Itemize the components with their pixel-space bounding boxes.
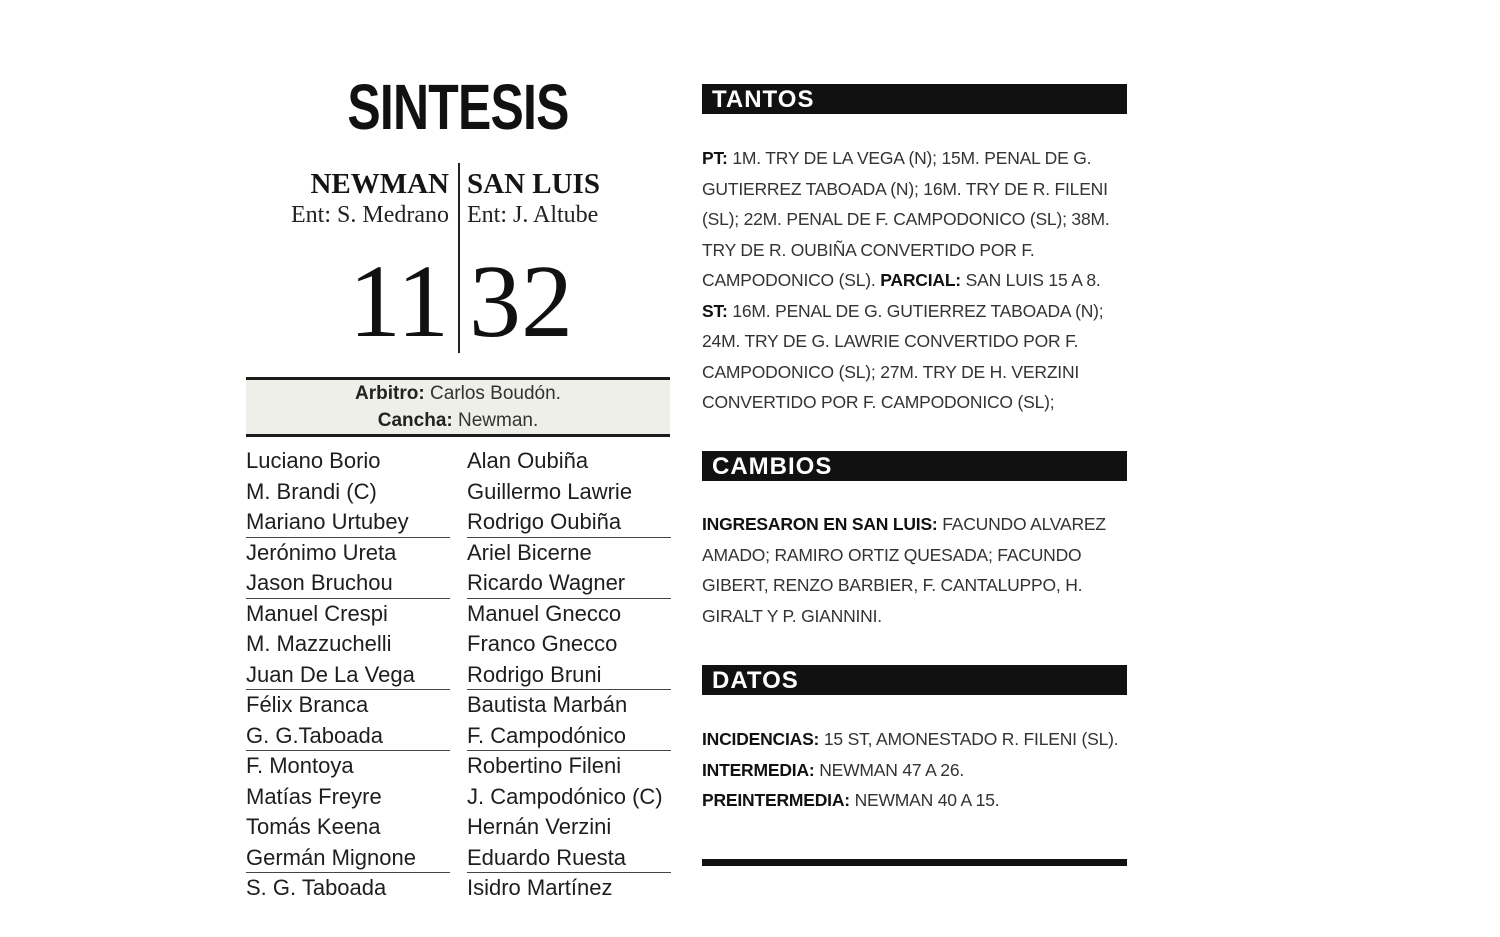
referee-line: [246, 380, 670, 407]
datos-heading: DATOS: [712, 667, 799, 694]
tantos-heading-bar: [702, 84, 1127, 114]
match-officials-box: [246, 377, 670, 437]
team-divider: [458, 163, 460, 353]
incidencias-label: INCIDENCIAS:: [702, 729, 820, 749]
roster-player: Eduardo Ruesta: [467, 843, 671, 874]
roster-player: Germán Mignone: [246, 843, 450, 874]
roster-player: Juan De La Vega: [246, 660, 450, 691]
st-text: 16M. PENAL DE G. GUTIERREZ TABOADA (N); 24M. TRY DE G. LAWRIE CONVERTIDO POR F. CAMPODONICO (SL); 27M. TRY DE H. VERZINI CONVERTIDO POR F. CAMPODONICO (SL);: [702, 300, 1104, 412]
home-team-score: 11: [348, 244, 449, 359]
roster-player: Luciano Borio: [246, 448, 381, 473]
cambios-heading-bar: [702, 451, 1127, 481]
roster-player: Isidro Martínez: [467, 875, 613, 900]
roster-player: Tomás Keena: [246, 814, 381, 839]
pt-text: 1M. TRY DE LA VEGA (N); 15M. PENAL DE G. GUTIERREZ TABOADA (N); 16M. TRY DE R. FILENI (SL); 22M. PENAL DE F. CAMPODONICO (SL); 38M. TRY DE R. OUBIÑA CONVERTIDO POR F. CAMPODONICO (SL).: [702, 148, 1110, 290]
roster-player: Rodrigo Oubiña: [467, 507, 671, 538]
home-team-name: NEWMAN: [310, 168, 449, 200]
roster-player: Félix Branca: [246, 692, 369, 717]
page-title: SINTESIS: [347, 71, 569, 143]
roster-player: Guillermo Lawrie: [467, 478, 633, 504]
cambios-heading: CAMBIOS: [712, 453, 833, 480]
preintermedia-label: PREINTERMEDIA:: [702, 790, 850, 810]
st-label: ST:: [702, 300, 728, 321]
roster-player: Manuel Crespi: [246, 600, 388, 626]
home-roster: [246, 446, 450, 904]
away-team-name: SAN LUIS: [467, 168, 600, 200]
preintermedia-line: [702, 785, 1127, 816]
tantos-text: [702, 143, 1127, 418]
parcial-text: SAN LUIS 15 A 8.: [965, 270, 1101, 290]
roster-player: Hernán Verzini: [467, 814, 612, 839]
away-roster: [467, 446, 671, 904]
pt-label: PT:: [702, 148, 728, 168]
roster-player: Jason Bruchou: [246, 568, 450, 599]
roster-player: Mariano Urtubey: [246, 507, 450, 538]
preintermedia-text: NEWMAN 40 A 15.: [854, 790, 1000, 810]
cambios-text: [702, 509, 1127, 631]
roster-player: Robertino Fileni: [467, 753, 622, 778]
roster-player: Bautista Marbán: [467, 692, 628, 717]
roster-player: Ricardo Wagner: [467, 568, 671, 599]
cambios-label: INGRESARON EN SAN LUIS:: [702, 514, 938, 534]
venue-line: [246, 407, 670, 434]
roster-player: M. Brandi (C): [246, 478, 377, 504]
incidencias-line: [702, 724, 1127, 755]
intermedia-line: [702, 755, 1127, 786]
roster-player: Alan Oubiña: [467, 448, 589, 473]
roster-player: Ariel Bicerne: [467, 539, 592, 565]
roster-player: F. Montoya: [246, 753, 354, 778]
intermedia-label: INTERMEDIA:: [702, 759, 815, 780]
venue-name: Newman.: [458, 410, 539, 431]
roster-player: M. Mazzuchelli: [246, 631, 392, 656]
referee-name: Carlos Boudón.: [429, 383, 561, 404]
roster-player: J. Campodónico (C): [467, 783, 663, 809]
roster-player: G. G.Taboada: [246, 721, 450, 752]
roster-player: Franco Gnecco: [467, 631, 618, 656]
datos-heading-bar: [702, 665, 1127, 695]
home-team-coach: Ent: S. Medrano: [291, 202, 449, 228]
incidencias-text: 15 ST, AMONESTADO R. FILENI (SL).: [823, 729, 1119, 749]
roster-player: F. Campodónico: [467, 721, 671, 752]
roster-player: S. G. Taboada: [246, 875, 387, 900]
tantos-heading: TANTOS: [712, 86, 815, 113]
bottom-rule: [702, 859, 1127, 866]
roster-player: Matías Freyre: [246, 783, 382, 809]
datos-text: [702, 724, 1127, 816]
intermedia-text: NEWMAN 47 A 26.: [819, 759, 965, 780]
parcial-label: PARCIAL:: [880, 270, 961, 290]
away-team-score: 32: [469, 244, 573, 359]
referee-label: Arbitro:: [355, 383, 425, 404]
roster-player: Rodrigo Bruni: [467, 660, 671, 691]
venue-label: Cancha:: [377, 410, 453, 431]
roster-player: Jerónimo Ureta: [246, 539, 397, 565]
cambios-body: FACUNDO ALVAREZ AMADO; RAMIRO ORTIZ QUESADA; FACUNDO GIBERT, RENZO BARBIER, F. CANTALUPPO, H. GIRALT Y P. GIANNINI.: [702, 514, 1106, 626]
away-team-coach: Ent: J. Altube: [467, 202, 599, 228]
roster-player: Manuel Gnecco: [467, 600, 622, 626]
